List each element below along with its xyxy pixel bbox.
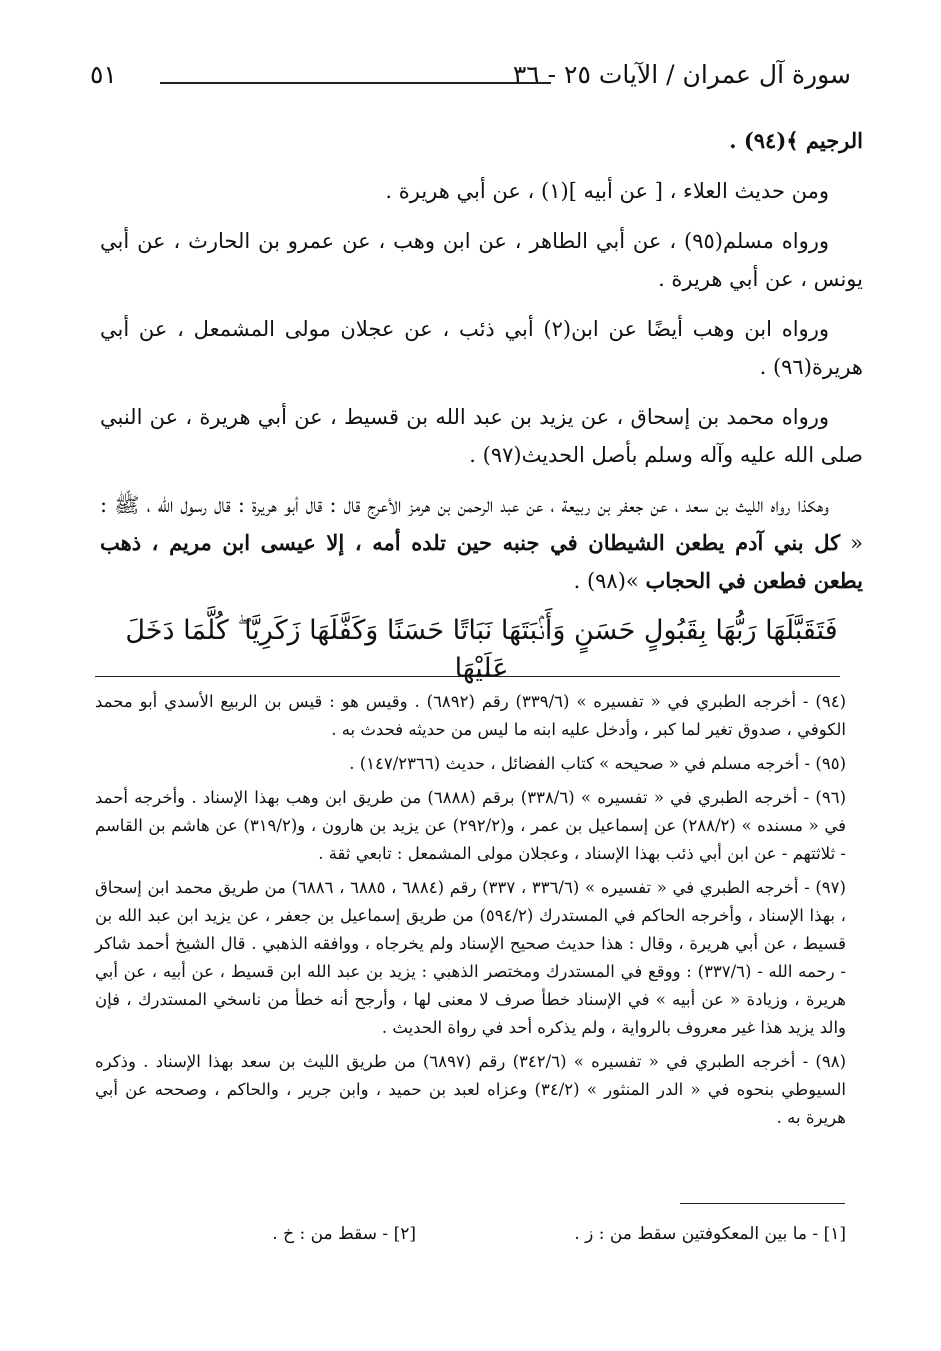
quran-verse: فَتَقَبَّلَهَا رَبُّهَا بِقَبُولٍ حَسَنٍ وَأَنۢبَتَهَا نَبَاتًا حَسَنًا وَكَفَّلَهَا زَكَرِيَّا ۖ كُلَّمَا دَخَلَ عَلَيْهَا: [125, 615, 838, 684]
variant-1: [١] - ما بين المعكوفتين سقط من : ز .: [574, 1224, 846, 1244]
paragraph-4: ورواه ابن وهب أيضًا عن ابن(٢) أبي ذئب ، عن عجلان مولى المشمعل ، عن أبي هريرة(٩٦) .: [100, 317, 863, 379]
hadith-end: »(٩٨) .: [573, 569, 639, 593]
page-number: ٥١: [90, 60, 117, 89]
footnote-97: (٩٧) - أخرجه الطبري في « تفسيره » (٣٣٦/٦ ، ٣٣٧) رقم (٦٨٨٤ ، ٦٨٨٥ ، ٦٨٨٦) من طريق محمد ابن إسحاق ، بهذا الإسناد ، وأخرجه الحاكم في المستدرك (٥٩٤/٢) من طريق إسماعيل بن جعفر ، عن يزيد ابن عبد الله بن قسيط ، عن أبي هريرة ، وقال : هذا حديث صحيح الإسناد ولم يخرجاه ، ووافقه الذهبي . قال الشيخ أحمد شاكر - رحمه الله - (٣٣٧/٦) : ووقع في المستدرك ومختصر الذهبي : يزيد بن عبد الله ابن قسيط ، عن أبيه ، عن أبي هريرة ، وزيادة « عن أبيه » في الإسناد خطأ صرف لا معنى لها ، وأرجح أنه خطأ من ناسخي المستدرك ، فإن والد يزيد هذا غير معروف بالرواية ، ولم يذكره أحد في رواة الحديث .: [95, 878, 846, 1037]
variant-2: [٢] - سقط من : خ .: [272, 1224, 416, 1244]
paragraph-2: ومن حديث العلاء ، [ عن أبيه ](١) ، عن أبي هريرة .: [385, 179, 829, 203]
footnote-98: (٩٨) - أخرجه الطبري في « تفسيره » (٣٤٢/٦) رقم (٦٨٩٧) من طريق الليث بن سعد بهذا الإسناد . وذكره السيوطي بنحوه في « الدر المنثور » (٣٤/٢) وعزاه لعبد بن حميد ، وابن جرير ، والحاكم ، وصححه عن أبي هريرة به .: [95, 1052, 847, 1127]
page-header: [90, 58, 851, 98]
footnote-96: (٩٦) - أخرجه الطبري في « تفسيره » (٣٣٨/٦) برقم (٦٨٨٨) من طريق ابن وهب بهذا الإسناد . وأخرجه أحمد في « مسنده » (٢٨٨/٢) عن إسماعيل بن عمر ، و(٢٩٢/٢) عن يزيد بن هارون ، و(٣١٩/٢) عن هاشم بن القاسم - ثلاثتهم - عن ابن أبي ذئب بهذا الإسناد ، وعجلان مولى المشمعل : تابعي ثقة .: [95, 788, 846, 863]
footnote-94: (٩٤) - أخرجه الطبري في « تفسيره » (٣٣٩/٦) رقم (٦٨٩٢) . وقيس هو : قيس بن الربيع الأسدي أبو محمد الكوفي ، صدوق تغير لما كبر ، وأدخل عليه ابنه ما ليس من حديثه فحدث به .: [95, 692, 846, 739]
paragraph-3: ورواه مسلم(٩٥) ، عن أبي الطاهر ، عن ابن وهب ، عن عمرو بن الحارث ، عن أبي يونس ، عن أبي هريرة .: [100, 229, 863, 291]
header-rule: [160, 82, 551, 84]
running-title: سورة آل عمران / الآيات ٢٥ - ٣٦: [512, 60, 851, 89]
variants-rule: [680, 1203, 845, 1204]
paragraph-1: الرجيم ﴾(٩٤) .: [729, 128, 863, 153]
paragraph-5: ورواه محمد بن إسحاق ، عن يزيد بن عبد الله بن قسيط ، عن أبي هريرة ، عن النبي صلى الله عليه وآله وسلم بأصل الحديث(٩٧) .: [100, 405, 863, 467]
main-text: [100, 122, 863, 700]
paragraph-6: [100, 486, 863, 600]
footnotes: [95, 688, 846, 1138]
hadith-intro: وهكذا رواه الليث بن سعد ، عن جعفر بن ربيعة ، عن عبد الرحمن بن هرمز الأعرج قال : قال أبو هريرة : قال رسول الله ، ﷺ : «: [100, 493, 863, 555]
footnotes-rule: [95, 676, 840, 677]
footnote-95: (٩٥) - أخرجه مسلم في « صحيحه » كتاب الفضائل ، حديث (١٤٧/٢٣٦٦) .: [349, 754, 846, 773]
hadith-text: كل بني آدم يطعن الشيطان في جنبه حين تلده أمه ، إلا عيسى ابن مريم ، ذهب يطعن فطعن في الحجاب: [100, 530, 863, 593]
